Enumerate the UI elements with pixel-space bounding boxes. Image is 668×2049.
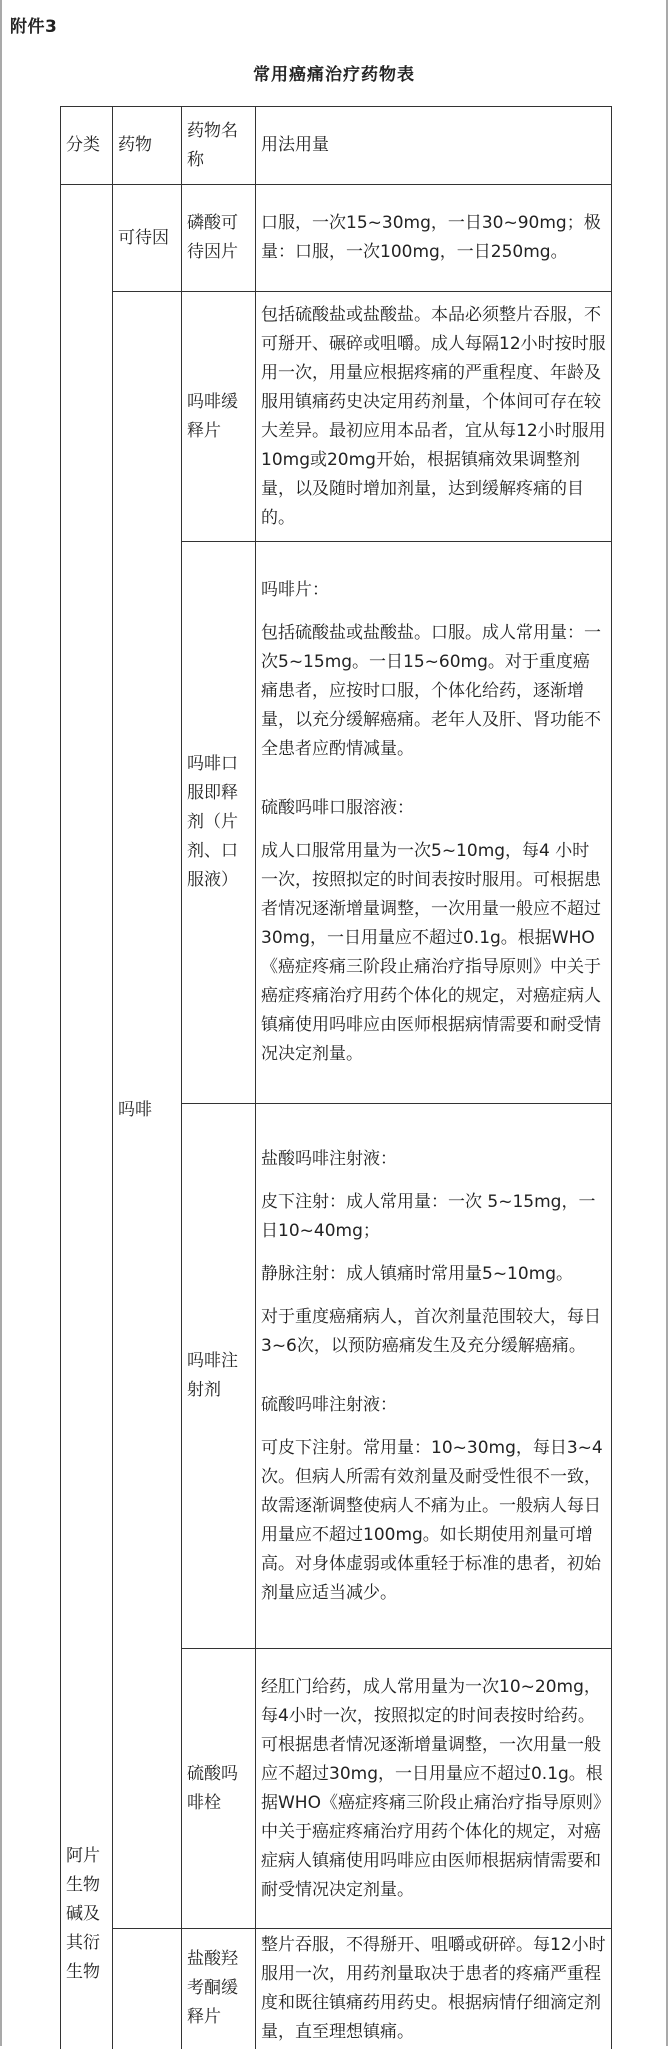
dosage-cell — [256, 292, 612, 542]
dosage-text: 包括硫酸盐或盐酸盐。口服。成人常用量：一次5~15mg。一日15~60mg。对于重度癌痛患者，应按时口服，个体化给药，逐渐增量，以充分缓解癌痛。老年人及肝、肾功能不全患者应酌情减量。 — [261, 623, 601, 759]
drug-name-cell: 吗啡注射剂 — [182, 1104, 256, 1649]
document-title: 常用癌痛治疗药物表 — [253, 65, 415, 85]
dosage-subtitle: 硫酸吗啡口服溶液： — [261, 798, 414, 818]
drug-name-cell: 盐酸羟考酮缓释片 — [182, 1929, 256, 2049]
header-drug-name: 药物名称 — [182, 107, 256, 185]
header-drug: 药物 — [113, 107, 182, 185]
drug-cell: 可待因 — [113, 185, 182, 292]
header-category: 分类 — [61, 107, 113, 185]
dosage-cell — [256, 1929, 612, 2049]
page-frame-left — [0, 0, 2, 2046]
drug-table — [60, 106, 612, 2049]
table-row — [61, 185, 612, 292]
dosage-text: 可皮下注射。常用量：10~30mg，每日3~4次。但病人所需有效剂量及耐受性很不一致，故需逐渐调整使病人不痛为止。一般病人每日用量应不超过100mg。如长期使用剂量可增高。对身体虚弱或体重轻于标准的患者，初始剂量应适当减少。 — [261, 1437, 603, 1603]
dosage-text: 对于重度癌痛病人，首次剂量范围较大，每日3~6次，以预防癌痛发生及充分缓解癌痛。 — [261, 1306, 601, 1356]
drug-name-cell: 吗啡口服即释剂（片剂、口服液） — [182, 542, 256, 1104]
dosage-subtitle: 盐酸吗啡注射液： — [261, 1148, 397, 1169]
category-label: 阿片生物碱及其衍生物 — [66, 1845, 100, 1982]
table-row — [61, 1929, 612, 2049]
drug-cell — [113, 1929, 182, 2049]
dosage-text: 包括硫酸盐或盐酸盐。本品必须整片吞服，不可掰开、碾碎或咀嚼。成人每隔12小时按时服用一次，用量应根据疼痛的严重程度、年龄及服用镇痛药史决定用药剂量，个体间可存在较大差异。最初应用本品者，宜从每12小时服用10mg或20mg开始，根据镇痛效果调整剂量，以及随时增加剂量，达到缓解疼痛的目的。 — [261, 304, 606, 528]
dosage-cell — [256, 185, 612, 292]
table-header-row — [61, 107, 612, 185]
dosage-text: 皮下注射：成人常用量：一次 5~15mg，一日10~40mg； — [261, 1191, 596, 1241]
dosage-cell — [256, 1649, 612, 1929]
dosage-text: 成人口服常用量为一次5~10mg，每4 小时一次，按照拟定的时间表按时服用。可根据患者情况逐渐增量调整，一次用量一般应不超过30mg，一日用量应不超过0.1g。根据WHO《癌症疼痛三阶段止痛治疗指导原则》中关于癌症疼痛治疗用药个体化的规定，对癌症病人镇痛使用吗啡应由医师根据病情需要和耐受情况决定剂量。 — [261, 841, 601, 1064]
category-cell — [61, 185, 113, 2049]
dosage-subtitle: 硫酸吗啡注射液： — [261, 1394, 397, 1415]
dosage-text: 口服，一次15~30mg，一日30~90mg；极量：口服，一次100mg，一日250mg。 — [261, 213, 601, 262]
dosage-text: 整片吞服，不得掰开、咀嚼或研碎。每12小时服用一次，用药剂量取决于患者的疼痛严重程度和既往镇痛药用药史。根据病情仔细滴定剂量，直至理想镇痛。 — [261, 1934, 606, 2042]
header-dosage: 用法用量 — [256, 107, 612, 185]
table-row — [61, 292, 612, 542]
drug-name-cell: 磷酸可待因片 — [182, 185, 256, 292]
dosage-text: 静脉注射：成人镇痛时常用量5~10mg。 — [261, 1263, 574, 1284]
attachment-label: 附件3 — [10, 17, 58, 37]
drug-cell: 吗啡 — [113, 292, 182, 1929]
dosage-text: 经肛门给药，成人常用量为一次10~20mg，每4小时一次，按照拟定的时间表按时给药。可根据患者情况逐渐增量调整，一次用量一般应不超过30mg，一日用量应不超过0.1g。根据WHO《癌症疼痛三阶段止痛治疗指导原则》中关于癌症疼痛治疗用药个体化的规定，对癌症病人镇痛使用吗啡应由医师根据病情需要和耐受情况决定剂量。 — [261, 1676, 603, 1900]
dosage-subtitle: 吗啡片： — [261, 580, 329, 600]
dosage-cell — [256, 1104, 612, 1649]
dosage-cell — [256, 542, 612, 1104]
drug-name-cell: 硫酸吗啡栓 — [182, 1649, 256, 1929]
drug-name-cell: 吗啡缓释片 — [182, 292, 256, 542]
